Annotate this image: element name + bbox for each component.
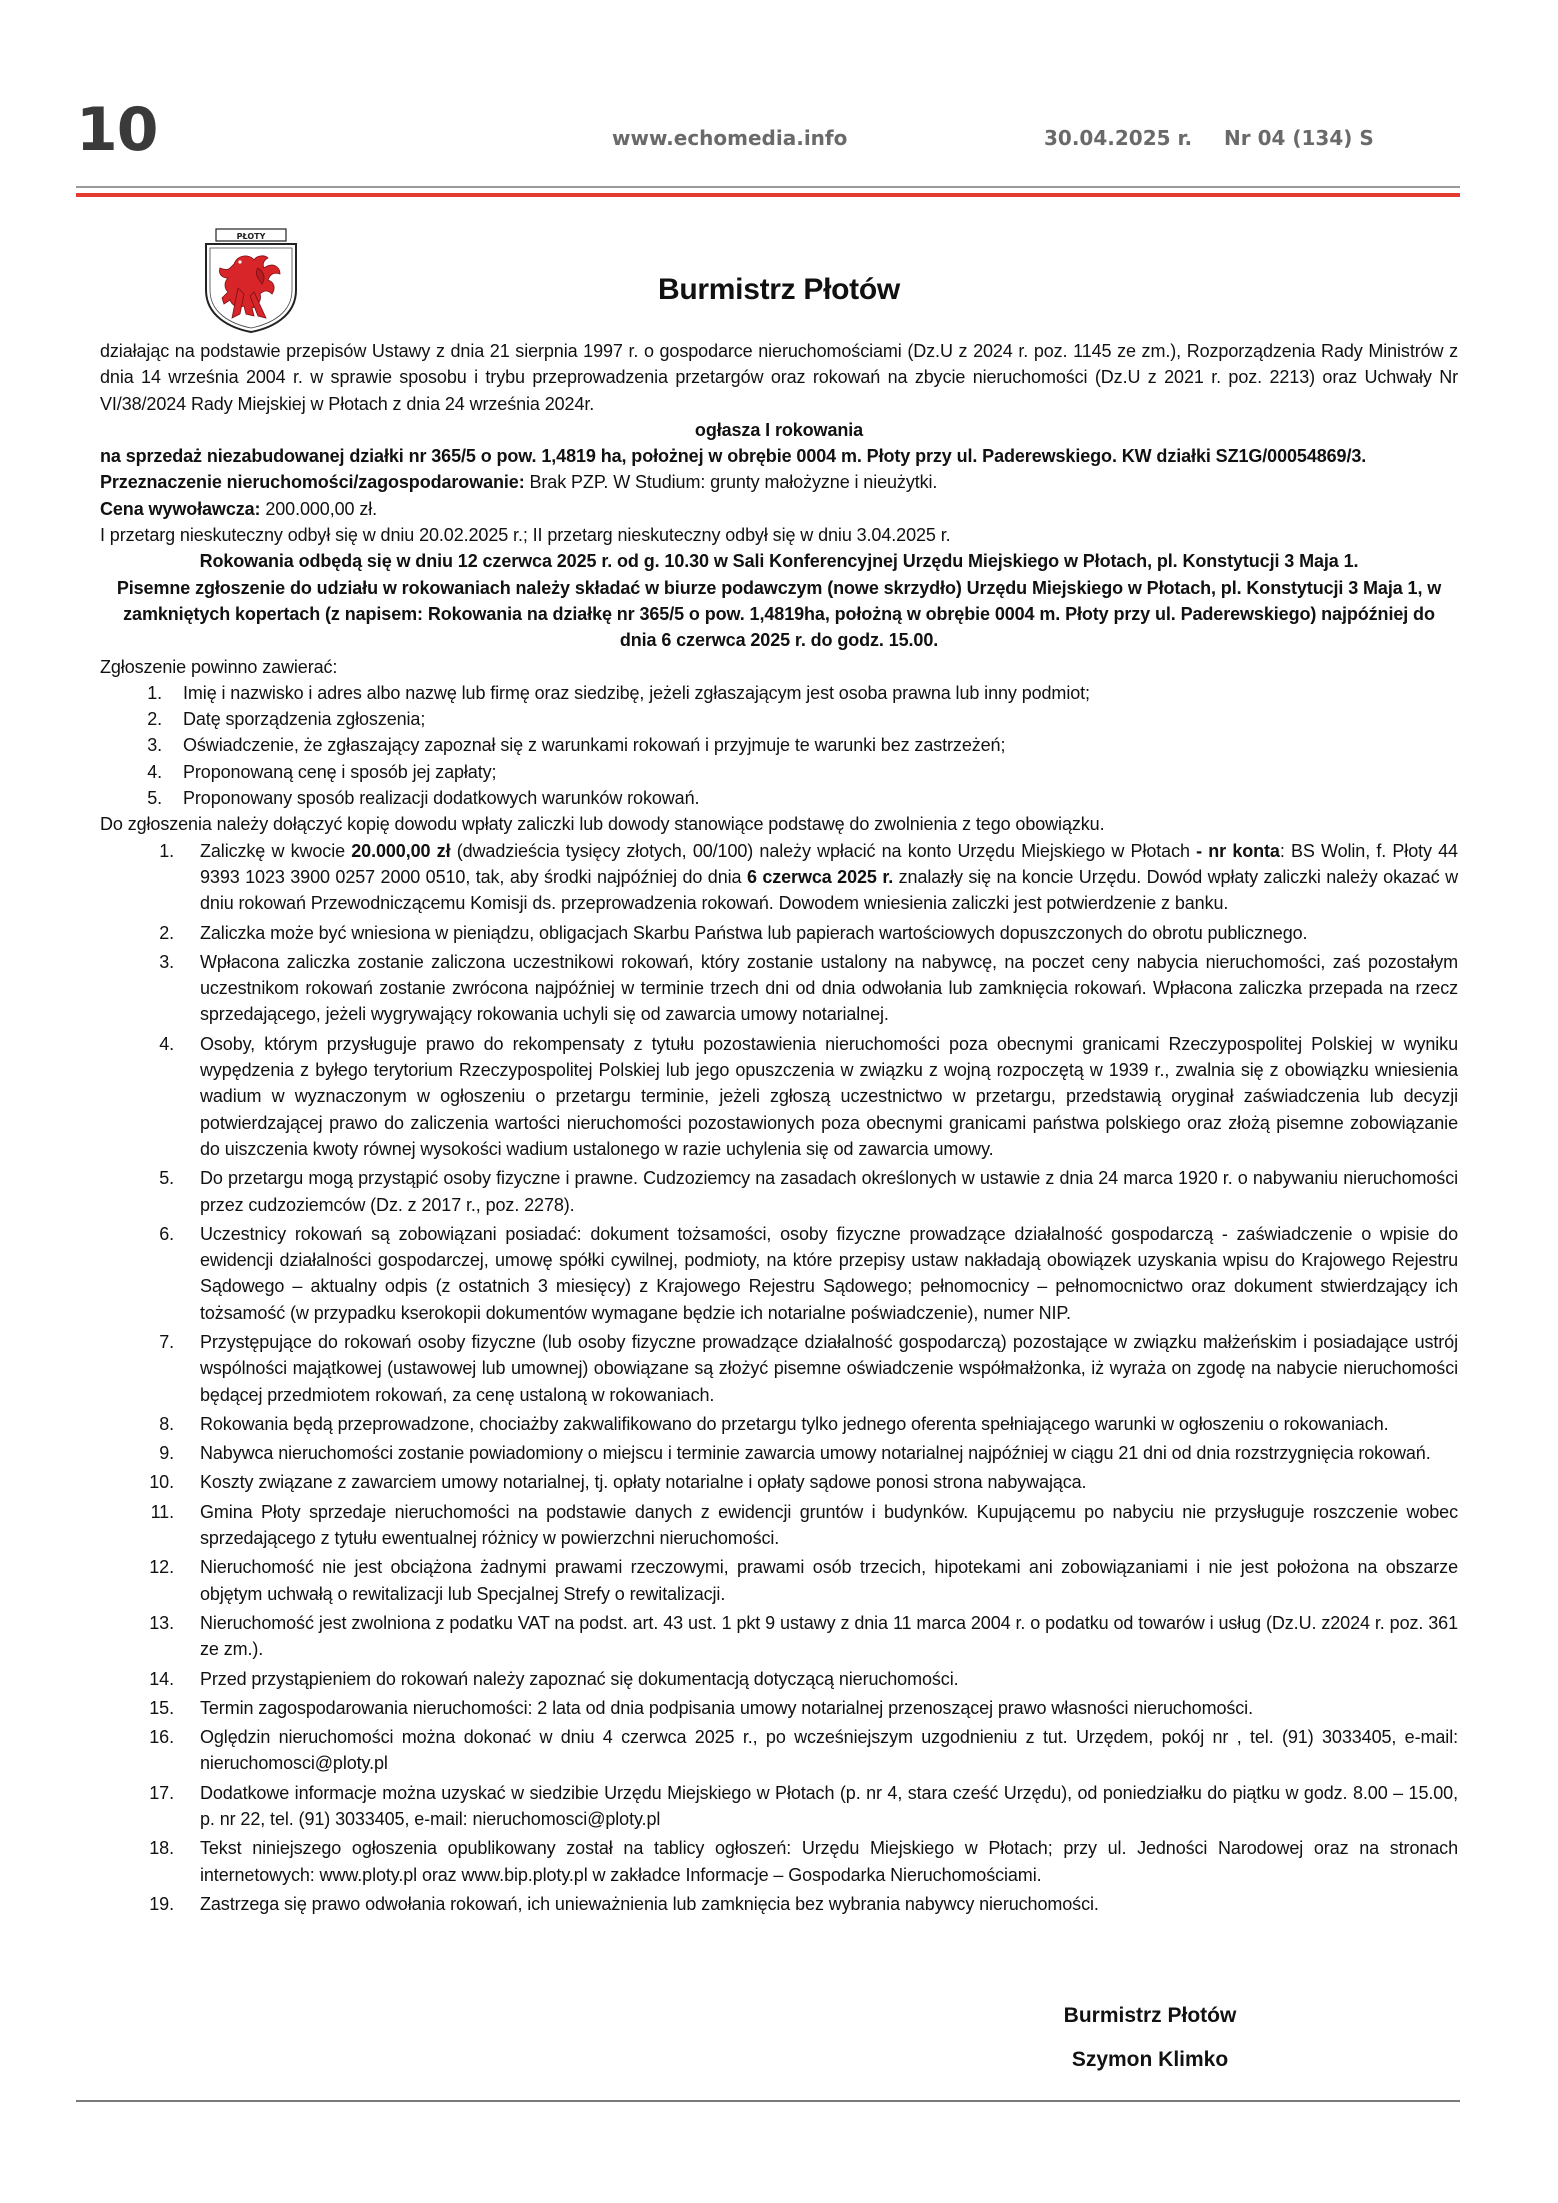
crest-label: PŁOTY [236,232,266,241]
deposit-heading: Do zgłoszenia należy dołączyć kopię dowodu wpłaty zaliczki lub dowody stanowiące podstawę do zwolnienia z tego obowiązku. [100,814,1105,835]
price-line [100,496,1458,522]
list-item: 4. Osoby, którym przysługuje prawo do rekompensaty z tytułu pozostawienia nieruchomości poza obecnymi granicami Rzeczypospolitej Polskiej w wyniku wypędzenia z byłego terytorium Rzeczypospolitej Polskiej lub jego opuszczenia w związku z wojną rozpoczętą w 1939 r., zwalnia się z obowiązku wniesienia wadium w wyznaczonym w ogłoszeniu o przetargu terminie, jeżeli zgłoszą uczestnictwo w przetargu, przedstawią oryginał zaświadczenia lub decyzji potwierdzającej prawo do zaliczenia wartości nieruchomości pozostawionych poza obecnymi granicami państwa polskiego oraz złożą pisemne zobowiązanie do uiszczenia kwoty równej wysokości wadium ustalonego w razie uchylenia się od zawarcia umowy. [159,1033,1458,1159]
purpose-line [100,469,1458,495]
purpose-value: Brak PZP. W Studium: grunty małożyzne i nieużytki. [524,472,938,493]
header-rule-gray [76,186,1460,188]
intro-paragraph: działając na podstawie przepisów Ustawy z dnia 21 sierpnia 1997 r. o gospodarce nieruchomościami (Dz.U z 2024 r. poz. 1145 ze zm.), Rozporządzenia Rady Ministrów z dnia 14 września 2004 r. w sprawie sposobu i trybu przeprowadzenia przetargów oraz rokowań na zbycie nieruchomości (Dz.U z 2021 r. poz. 2213) oraz Uchwały Nr VI/38/2024 Rady Miejskiej w Płotach z dnia 24 września 2024r. [100,341,1458,414]
issue-number: Nr 04 (134) S [1224,126,1374,150]
issue-date: 30.04.2025 r. [1044,126,1193,150]
list-item: 16. Oględzin nieruchomości można dokonać w dniu 4 czerwca 2025 r., po wcześniejszym uzgodnieniu z tut. Urzędem, pokój nr , tel. (91) 3033405, e-mail: nieruchomosci@ploty.pl [149,1727,1458,1774]
list-item: 15. Termin zagospodarowania nieruchomości: 2 lata od dnia podpisania umowy notarialnej przenoszącej prawo własności nieruchomości. [149,1697,1253,1718]
announcement-body [100,338,1458,1920]
list-item: 5. Proponowany sposób realizacji dodatkowych warunków rokowań. [147,788,700,809]
price-value: 200.000,00 zł. [260,498,378,519]
list-item: 6. Uczestnicy rokowań są zobowiązani posiadać: dokument tożsamości, osoby fizyczne prowadzące działalność gospodarczą - zaświadczenie o wpisie do ewidencji działalności gospodarczej, umowę spółki cywilnej, podmioty, na które przepisy ustaw nakładają obowiązek uzyskania wpisu do Krajowego Rejestru Sądowego – aktualny odpis (z ostatnich 3 miesięcy) z Krajowego Rejestru Sądowego; pełnomocnicy – pełnomocnictwo oraz dokument stwierdzający ich tożsamość (w przypadku kserokopii dokumentów wymagane będzie ich notarialne poświadczenie), numer NIP. [159,1223,1458,1323]
application-list [100,680,1458,811]
list-item: 17. Dodatkowe informacje można uzyskać w siedzibie Urzędu Miejskiego w Płotach (p. nr 4, stara cześć Urzędu), od poniedziałku do piątku w godz. 8.00 – 15.00, p. nr 22, tel. (91) 3033405, e-mail: nieruchomosci@ploty.pl [149,1782,1458,1830]
conditions-list [100,838,1458,1918]
announces-heading: ogłasza I rokowania [694,419,864,440]
price-label: Cena wywoławcza: [100,498,261,519]
footer-rule [76,2100,1460,2102]
list-item: 11. Gmina Płoty sprzedaje nieruchomości na podstawie danych z ewidencji gruntów i budynków. Kupującemu po nabyciu nie przysługuje roszczenie wobec sprzedającego z tytułu ewentualnej różnicy w powierzchni nieruchomości. [150,1501,1458,1549]
list-item: 2. Datę sporządzenia zgłoszenia; [147,709,426,730]
list-item: 10. Koszty związane z zawarciem umowy notarialnej, tj. opłaty notarialne i opłaty sądowe ponosi strona nabywająca. [149,1472,1087,1493]
announcement-title: Burmistrz Płotów [658,273,900,306]
date-place: Rokowania odbędą się w dniu 12 czerwca 2025 r. od g. 10.30 w Sali Konferencyjnej Urzędu Miejskiego w Płotach, pl. Konstytucji 3 Maja 1. [199,551,1359,572]
list-item: 12. Nieruchomość nie jest obciążona żadnymi prawami rzeczowymi, prawami osób trzecich, hipotekami ani zobowiązaniami i nie jest położona na obszarze objętym uchwałą o rewitalizacji lub Specjalnej Strefy o rewitalizacji. [149,1557,1458,1604]
list-item: 4. Proponowaną cenę i sposób jej zapłaty; [147,761,497,782]
list-item: 14. Przed przystąpieniem do rokowań należy zapoznać się dokumentacją dotyczącą nieruchomości. [149,1668,959,1689]
list-item: 19. Zastrzega się prawo odwołania rokowań, ich unieważnienia lub zamknięcia bez wybrania nabywcy nieruchomości. [149,1893,1099,1914]
page-number: 10 [76,95,158,165]
purpose-label: Przeznaczenie nieruchomości/zagospodarowanie: [100,472,525,493]
list-item: 2. Zaliczka może być wniesiona w pieniądzu, obligacjach Skarbu Państwa lub papierach wartościowych dopuszczonych do obrotu publicznego. [159,922,1308,943]
list-item: 3. Wpłacona zaliczka zostanie zaliczona uczestnikowi rokowań, który zostanie ustalony na nabywcę, na poczet ceny nabycia nieruchomości, zaś pozostałym uczestnikom rokowań zostanie zwrócona najpóźniej w terminie trzech dni od dnia odwołania lub zamknięcia rokowań. Wpłacona zaliczka przepada na rzecz sprzedającego, jeżeli wygrywający rokowania uchyli się od zawarcia umowy notarialnej. [159,951,1458,1025]
signature-block [1000,1994,1300,2082]
list-item: 8. Rokowania będą przeprowadzone, chociażby zakwalifikowano do przetargu tylko jednego oferenta spełniającego warunki w ogłoszeniu o rokowaniach. [159,1413,1389,1434]
list-item: 13. Nieruchomość jest zwolniona z podatku VAT na podst. art. 43 ust. 1 pkt 9 ustawy z dnia 11 marca 2004 r. o podatku od towarów i usług (Dz.U. z2024 r. poz. 361 ze zm.). [149,1612,1458,1660]
submission-notice: Pisemne zgłoszenie do udziału w rokowaniach należy składać w biurze podawczym (nowe skrzydło) Urzędu Miejskiego w Płotach, pl. Konstytucji 3 Maja 1, w zamkniętych kopertach (z napisem: Rokowania na działkę nr 365/5 o pow. 1,4819ha, położną w obrębie 0004 m. Płoty przy ul. Paderewskiego) najpóźniej do dnia 6 czerwca 2025 r. do godz. 15.00. [116,577,1442,651]
list-item: 7. Przystępujące do rokowań osoby fizyczne (lub osoby fizyczne prowadzące działalność gospodarczą) pozostające w związku małżeńskim i posiadające ustrój wspólności majątkowej (ustawowej lub umownej) obowiązane są złożyć pisemne oświadczenie współmałżonka, iż wyraża on zgodę na nabycie nieruchomości będącej przedmiotem rokowań, za cenę ustaloną w rokowaniach. [159,1331,1458,1405]
subject-paragraph: na sprzedaż niezabudowanej działki nr 365/5 o pow. 1,4819 ha, położnej w obrębie 0004 m. Płoty przy ul. Paderewskiego. KW działki SZ1G/00054869/3. [100,446,1367,467]
previous-tenders: I przetarg nieskuteczny odbył się w dniu 20.02.2025 r.; II przetarg nieskuteczny odbył się w dniu 3.04.2025 r. [100,525,951,546]
website-url: www.echomedia.info [612,126,848,150]
list-item: 3. Oświadczenie, że zgłaszający zapoznał się z warunkami rokowań i przyjmuje te warunki bez zastrzeżeń; [147,735,1006,756]
list-item: 18. Tekst niniejszego ogłoszenia opublikowany został na tablicy ogłoszeń: Urzędu Miejskiego w Płotach; przy ul. Jedności Narodowej oraz na stronach internetowych: www.ploty.pl oraz www.bip.ploty.pl w zakładce Informacje – Gospodarka Nieruchomościami. [149,1838,1458,1885]
signature-name: Szymon Klimko [1071,2048,1229,2071]
signature-title: Burmistrz Płotów [1063,2004,1237,2027]
list-item: 1. Imię i nazwisko i adres albo nazwę lub firmę oraz siedzibę, jeżeli zgłaszającym jest osoba prawna lub inny podmiot; [147,682,1090,703]
application-heading: Zgłoszenie powinno zawierać: [100,656,338,677]
list-item: 9. Nabywca nieruchomości zostanie powiadomiony o miejscu i terminie zawarcia umowy notarialnej najpóźniej w ciągu 21 dni od dnia rozstrzygnięcia rokowań. [159,1443,1431,1464]
header-rule-red [76,193,1460,197]
list-item: 5. Do przetargu mogą przystąpić osoby fizyczne i prawne. Cudzoziemcy na zasadach określonych w ustawie z dnia 24 marca 1920 r. o nabywaniu nieruchomości przez cudzoziemców (Dz. z 2017 r., poz. 2278). [159,1168,1458,1215]
list-item: 1. Zaliczkę w kwocie 20.000,00 zł (dwadzieścia tysięcy złotych, 00/100) należy wpłacić na konto Urzędu Miejskiego w Płotach - nr konta: BS Wolin, f. Płoty 44 9393 1023 3900 0257 2000 0510, tak, aby środki najpóźniej do dnia 6 czerwca 2025 r. znalazły się na koncie Urzędu. Dowód wpłaty zaliczki należy okazać w dniu rokowań Przewodniczącemu Komisji ds. przeprowadzenia rokowań. Dowodem wniesienia zaliczki jest potwierdzenie z banku. [159,840,1458,914]
